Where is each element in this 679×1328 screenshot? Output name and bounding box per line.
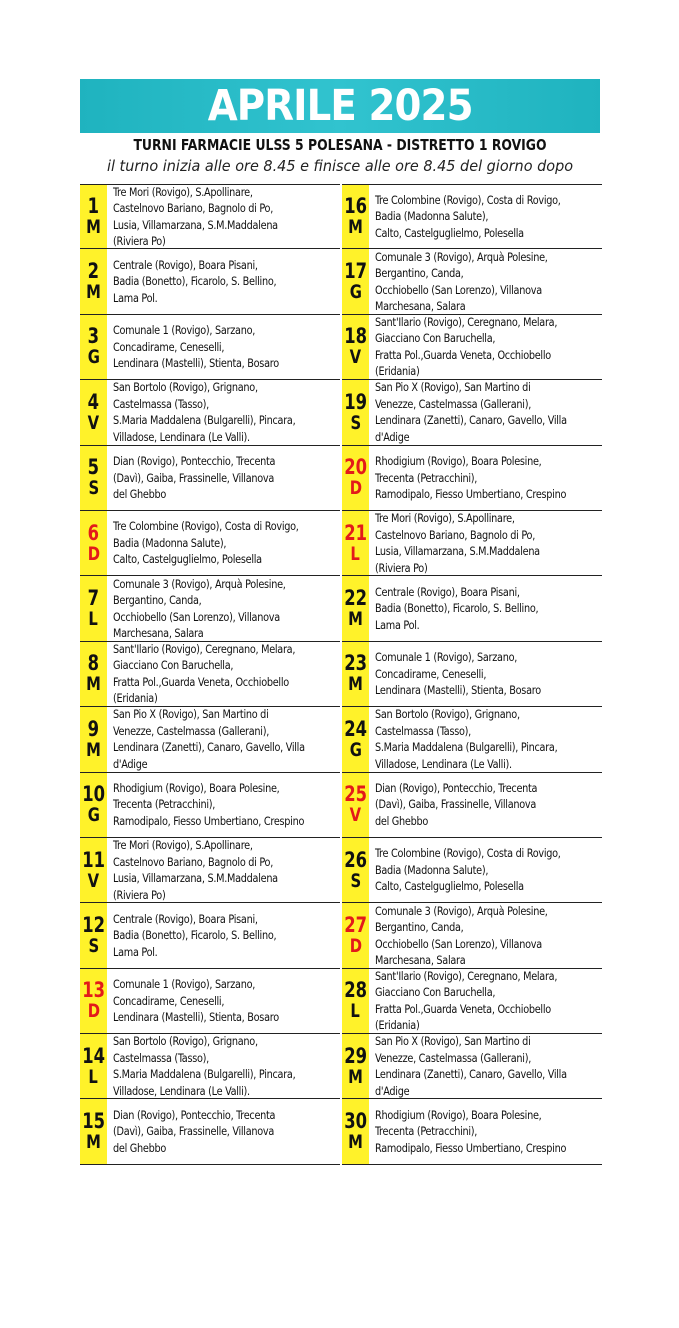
day-row (342, 380, 602, 445)
weekday-letter: V (87, 411, 100, 434)
day-cell (342, 446, 369, 510)
pharmacy-names: Tre Mori (Rovigo), S.Apollinare, Castelnovo Bariano, Bagnolo di Po, Lusia, Villamarzana, S.M.Maddalena (Riviera Po) (113, 184, 278, 249)
day-cell (80, 838, 107, 902)
weekday-letter: D (87, 1000, 100, 1023)
day-row (80, 969, 340, 1034)
pharmacy-list (107, 185, 340, 248)
day-row (342, 249, 602, 314)
day-cell (80, 1034, 107, 1098)
day-number: 20 (344, 455, 367, 480)
day-cell (80, 511, 107, 575)
day-number: 8 (87, 651, 100, 676)
day-cell (80, 642, 107, 706)
day-cell (80, 773, 107, 837)
pharmacy-names: Comunale 3 (Rovigo), Arquà Polesine, Bergantino, Canda, Occhiobello (San Lorenzo), Villanova Marchesana, Salara (113, 576, 286, 641)
weekday-letter: M (86, 673, 101, 696)
title-banner (80, 79, 600, 133)
pharmacy-list (369, 838, 602, 902)
pharmacy-names: San Pio X (Rovigo), San Martino di Venezze, Castelmassa (Gallerani), Lendinara (Zanetti), Canaro, Gavello, Villa d'Adige (375, 380, 567, 444)
pharmacy-names: Tre Colombine (Rovigo), Costa di Rovigo, Badia (Madonna Salute), Calto, Castelguglielmo, Polesella (113, 519, 299, 567)
day-row (80, 315, 340, 380)
pharmacy-list (107, 249, 340, 313)
pharmacy-list (107, 642, 340, 706)
day-row (342, 184, 602, 249)
day-cell (80, 446, 107, 510)
pharmacy-names: Comunale 1 (Rovigo), Sarzano, Concadirame, Ceneselli, Lendinara (Mastelli), Stienta, Bosaro (113, 323, 279, 371)
day-number: 5 (87, 455, 100, 480)
pharmacy-list (107, 1099, 340, 1163)
pharmacy-names: Comunale 1 (Rovigo), Sarzano, Concadirame, Ceneselli, Lendinara (Mastelli), Stienta, Bosaro (375, 650, 541, 698)
day-cell (342, 249, 369, 313)
pharmacy-list (369, 446, 602, 510)
pharmacy-list (369, 249, 602, 313)
day-cell (342, 969, 369, 1033)
day-row (80, 707, 340, 772)
day-number: 11 (82, 847, 105, 872)
pharmacy-names: San Bortolo (Rovigo), Grignano, Castelmassa (Tasso), S.Maria Maddalena (Bulgarelli), Pincara, Villadose, Lendinara (Le Valli). (113, 380, 296, 444)
pharmacy-list (107, 315, 340, 379)
day-row (342, 446, 602, 511)
day-row (80, 903, 340, 968)
day-cell (80, 903, 107, 967)
pharmacy-names: Tre Mori (Rovigo), S.Apollinare, Castelnovo Bariano, Bagnolo di Po, Lusia, Villamarzana, S.M.Maddalena (Riviera Po) (375, 511, 540, 575)
day-row (342, 903, 602, 968)
day-cell (342, 1099, 369, 1163)
pharmacy-names: San Pio X (Rovigo), San Martino di Venezze, Castelmassa (Gallerani), Lendinara (Zanetti), Canaro, Gavello, Villa d'Adige (113, 707, 305, 771)
day-number: 18 (344, 324, 367, 349)
day-cell (342, 185, 369, 248)
pharmacy-list (107, 969, 340, 1033)
weekday-letter: L (88, 608, 99, 631)
pharmacy-list (107, 838, 340, 902)
pharmacy-list (107, 576, 340, 640)
weekday-letter: M (348, 1065, 363, 1088)
day-row (342, 642, 602, 707)
weekday-letter: V (87, 869, 100, 892)
day-number: 25 (344, 782, 367, 807)
weekday-letter: M (86, 216, 101, 239)
weekday-letter: M (348, 608, 363, 631)
day-row (80, 511, 340, 576)
weekday-letter: D (349, 934, 362, 957)
day-row (80, 773, 340, 838)
pharmacy-list (107, 903, 340, 967)
pharmacy-names: Sant'Ilario (Rovigo), Ceregnano, Melara, Giacciano Con Baruchella, Fratta Pol.,Guarda Veneta, Occhiobello (Eridania) (375, 968, 558, 1033)
day-row (342, 1099, 602, 1164)
weekday-letter: S (350, 411, 361, 434)
day-row (342, 969, 602, 1034)
weekday-letter: L (350, 542, 361, 565)
day-row (80, 1099, 340, 1164)
day-number: 23 (344, 651, 367, 676)
pharmacy-names: Rhodigium (Rovigo), Boara Polesine, Trecenta (Petracchini), Ramodipalo, Fiesso Umbertiano, Crespino (113, 780, 305, 828)
weekday-letter: L (350, 1000, 361, 1023)
day-cell (342, 380, 369, 444)
weekday-letter: M (348, 1131, 363, 1154)
day-row (80, 642, 340, 707)
pharmacy-list (369, 511, 602, 575)
day-number: 21 (344, 520, 367, 545)
pharmacy-names: Tre Colombine (Rovigo), Costa di Rovigo, Badia (Madonna Salute), Calto, Castelguglielmo, Polesella (375, 846, 561, 894)
pharmacy-list (369, 1099, 602, 1163)
pharmacy-names: Centrale (Rovigo), Boara Pisani, Badia (Bonetto), Ficarolo, S. Bellino, Lama Pol. (113, 257, 277, 305)
day-number: 6 (87, 520, 100, 545)
pharmacy-names: Comunale 3 (Rovigo), Arquà Polesine, Bergantino, Canda, Occhiobello (San Lorenzo), Villanova Marchesana, Salara (375, 903, 548, 967)
pharmacy-names: Tre Colombine (Rovigo), Costa di Rovigo, Badia (Madonna Salute), Calto, Castelguglielmo, Polesella (375, 192, 561, 240)
pharmacy-list (369, 185, 602, 248)
page-subtitle: TURNI FARMACIE ULSS 5 POLESANA - DISTRETTO 1 ROVIGO (133, 136, 547, 154)
pharmacy-list (369, 969, 602, 1033)
day-row (80, 838, 340, 903)
day-cell (342, 511, 369, 575)
day-cell (342, 1034, 369, 1098)
day-number: 3 (87, 324, 100, 349)
day-row (342, 511, 602, 576)
shift-hours-note: il turno inizia alle ore 8.45 e finisce alle ore 8.45 del giorno dopo (106, 157, 574, 175)
pharmacy-list (107, 446, 340, 510)
day-cell (80, 249, 107, 313)
pharmacy-names: Sant'Ilario (Rovigo), Ceregnano, Melara, Giacciano Con Baruchella, Fratta Pol.,Guarda Veneta, Occhiobello (Eridania) (375, 314, 558, 379)
weekday-letter: M (86, 1131, 101, 1154)
page-title: APRILE 2025 (207, 80, 473, 131)
day-cell (342, 838, 369, 902)
day-cell (80, 185, 107, 248)
weekday-letter: D (349, 477, 362, 500)
pharmacy-names: Dian (Rovigo), Pontecchio, Trecenta (Davì), Gaiba, Frassinelle, Villanova del Ghebbo (113, 454, 276, 501)
weekday-letter: M (86, 738, 101, 761)
pharmacy-names: Sant'Ilario (Rovigo), Ceregnano, Melara, Giacciano Con Baruchella, Fratta Pol.,Guarda Veneta, Occhiobello (Eridania) (113, 641, 296, 706)
day-cell (342, 642, 369, 706)
weekday-letter: G (87, 346, 100, 369)
day-number: 7 (87, 586, 100, 611)
pharmacy-list (369, 903, 602, 967)
pharmacy-list (369, 380, 602, 444)
weekday-letter: G (349, 281, 362, 304)
day-cell (80, 576, 107, 640)
day-number: 30 (344, 1109, 367, 1134)
day-cell (80, 315, 107, 379)
day-row (80, 249, 340, 314)
pharmacy-names: San Bortolo (Rovigo), Grignano, Castelmassa (Tasso), S.Maria Maddalena (Bulgarelli), Pincara, Villadose, Lendinara (Le Valli). (375, 707, 558, 771)
left-column-days-1-15 (80, 184, 340, 1165)
pharmacy-names: Rhodigium (Rovigo), Boara Polesine, Trecenta (Petracchini), Ramodipalo, Fiesso Umbertiano, Crespino (375, 454, 567, 501)
pharmacy-list (107, 1034, 340, 1098)
day-number: 26 (344, 847, 367, 872)
weekday-letter: M (348, 216, 363, 239)
day-number: 14 (82, 1043, 105, 1068)
day-number: 19 (344, 389, 367, 414)
pharmacy-list (369, 707, 602, 771)
pharmacy-list (107, 380, 340, 444)
pharmacy-names: San Bortolo (Rovigo), Grignano, Castelmassa (Tasso), S.Maria Maddalena (Bulgarelli), Pincara, Villadose, Lendinara (Le Valli). (113, 1034, 296, 1098)
weekday-letter: S (350, 869, 361, 892)
pharmacy-names: Rhodigium (Rovigo), Boara Polesine, Trecenta (Petracchini), Ramodipalo, Fiesso Umbertiano, Crespino (375, 1107, 567, 1155)
day-number: 29 (344, 1043, 367, 1068)
day-number: 13 (82, 978, 105, 1003)
weekday-letter: M (348, 673, 363, 696)
day-number: 9 (87, 716, 100, 741)
pharmacy-list (369, 315, 602, 379)
pharmacy-names: Comunale 3 (Rovigo), Arquà Polesine, Bergantino, Canda, Occhiobello (San Lorenzo), Villanova Marchesana, Salara (375, 249, 548, 314)
pharmacy-list (107, 773, 340, 837)
day-number: 24 (344, 716, 367, 741)
day-number: 4 (87, 389, 100, 414)
day-number: 1 (87, 194, 100, 219)
day-cell (342, 903, 369, 967)
pharmacy-names: Tre Mori (Rovigo), S.Apollinare, Castelnovo Bariano, Bagnolo di Po, Lusia, Villamarzana, S.M.Maddalena (Riviera Po) (113, 838, 278, 902)
weekday-letter: M (86, 281, 101, 304)
pharmacy-names: Dian (Rovigo), Pontecchio, Trecenta (Davì), Gaiba, Frassinelle, Villanova del Ghebbo (113, 1107, 276, 1155)
day-cell (342, 707, 369, 771)
pharmacy-names: Centrale (Rovigo), Boara Pisani, Badia (Bonetto), Ficarolo, S. Bellino, Lama Pol. (375, 584, 539, 632)
weekday-letter: S (88, 477, 99, 500)
day-cell (342, 576, 369, 640)
weekday-letter: S (88, 934, 99, 957)
day-number: 22 (344, 586, 367, 611)
day-number: 10 (82, 782, 105, 807)
day-row (342, 773, 602, 838)
weekday-letter: G (87, 804, 100, 827)
day-row (342, 1034, 602, 1099)
day-row (342, 707, 602, 772)
weekday-letter: L (88, 1065, 99, 1088)
pharmacy-list (369, 576, 602, 640)
day-row (80, 380, 340, 445)
day-cell (80, 1099, 107, 1163)
day-number: 16 (344, 194, 367, 219)
weekday-letter: G (349, 738, 362, 761)
day-number: 28 (344, 978, 367, 1003)
pharmacy-list (107, 707, 340, 771)
day-row (342, 315, 602, 380)
day-row (80, 576, 340, 641)
day-number: 2 (87, 259, 100, 284)
day-number: 12 (82, 912, 105, 937)
pharmacy-names: San Pio X (Rovigo), San Martino di Venezze, Castelmassa (Gallerani), Lendinara (Zanetti), Canaro, Gavello, Villa d'Adige (375, 1034, 567, 1098)
pharmacy-list (369, 1034, 602, 1098)
day-cell (342, 773, 369, 837)
day-number: 27 (344, 912, 367, 937)
day-row (342, 838, 602, 903)
day-number: 17 (344, 259, 367, 284)
day-row (80, 1034, 340, 1099)
day-row (342, 576, 602, 641)
pharmacy-names: Dian (Rovigo), Pontecchio, Trecenta (Davì), Gaiba, Frassinelle, Villanova del Ghebbo (375, 780, 538, 828)
day-cell (80, 380, 107, 444)
day-cell (80, 707, 107, 771)
weekday-letter: V (349, 346, 362, 369)
pharmacy-list (107, 511, 340, 575)
pharmacy-list (369, 642, 602, 706)
day-cell (342, 315, 369, 379)
pharmacy-names: Centrale (Rovigo), Boara Pisani, Badia (Bonetto), Ficarolo, S. Bellino, Lama Pol. (113, 911, 277, 959)
weekday-letter: V (349, 804, 362, 827)
right-column-days-16-30 (342, 184, 602, 1165)
day-number: 15 (82, 1109, 105, 1134)
day-row (80, 446, 340, 511)
pharmacy-names: Comunale 1 (Rovigo), Sarzano, Concadirame, Ceneselli, Lendinara (Mastelli), Stienta, Bosaro (113, 977, 279, 1025)
pharmacy-list (369, 773, 602, 837)
day-row (80, 184, 340, 249)
weekday-letter: D (87, 542, 100, 565)
day-cell (80, 969, 107, 1033)
